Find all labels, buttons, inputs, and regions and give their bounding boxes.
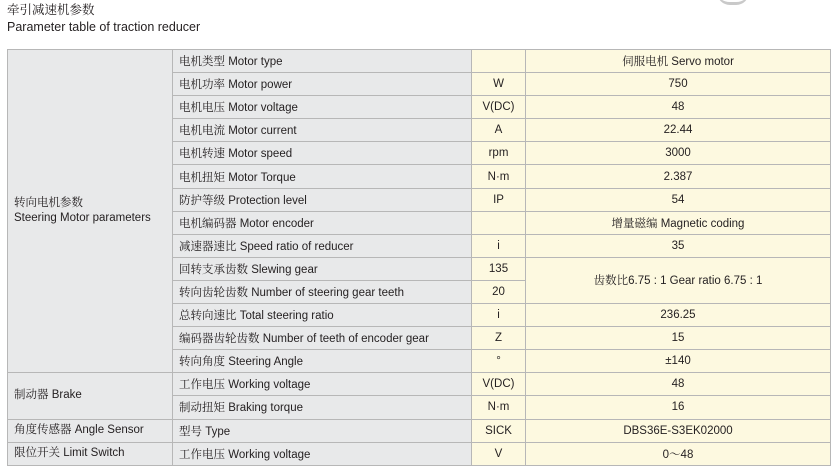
param-value: ±140 bbox=[526, 350, 831, 373]
param-unit: 20 bbox=[472, 280, 526, 303]
param-name: 防护等级 Protection level bbox=[173, 188, 472, 211]
group-label-line: 角度传感器 Angle Sensor bbox=[14, 424, 144, 437]
param-value: 0～48 bbox=[526, 442, 831, 465]
param-unit: V bbox=[472, 442, 526, 465]
param-value: 伺服电机 Servo motor bbox=[526, 50, 831, 73]
param-unit bbox=[472, 50, 526, 73]
param-unit: ° bbox=[472, 350, 526, 373]
group-label-line: 转向电机参数 bbox=[14, 197, 83, 210]
param-unit bbox=[472, 211, 526, 234]
param-name: 编码器齿轮齿数 Number of teeth of encoder gear bbox=[173, 327, 472, 350]
param-unit: rpm bbox=[472, 142, 526, 165]
param-value: 750 bbox=[526, 73, 831, 96]
param-unit: N·m bbox=[472, 165, 526, 188]
parameter-table bbox=[7, 49, 831, 466]
param-name: 电机电压 Motor voltage bbox=[173, 96, 472, 119]
group-label-line: 限位开关 Limit Switch bbox=[14, 447, 125, 460]
param-name: 转向齿轮齿数 Number of steering gear teeth bbox=[173, 280, 472, 303]
param-unit: SICK bbox=[472, 419, 526, 442]
group-label-limit-switch bbox=[8, 442, 173, 465]
param-unit: Z bbox=[472, 327, 526, 350]
param-value: 3000 bbox=[526, 142, 831, 165]
param-unit: N·m bbox=[472, 396, 526, 419]
param-name: 制动扭矩 Braking torque bbox=[173, 396, 472, 419]
param-name: 转向角度 Steering Angle bbox=[173, 350, 472, 373]
param-value: 22.44 bbox=[526, 119, 831, 142]
param-value: DBS36E-S3EK02000 bbox=[526, 419, 831, 442]
title-block bbox=[7, 2, 200, 36]
param-value: 48 bbox=[526, 373, 831, 396]
param-unit: V(DC) bbox=[472, 373, 526, 396]
title-english: Parameter table of traction reducer bbox=[7, 20, 201, 34]
param-value: 15 bbox=[526, 327, 831, 350]
param-name: 工作电压 Working voltage bbox=[173, 373, 472, 396]
param-unit: V(DC) bbox=[472, 96, 526, 119]
param-value: 48 bbox=[526, 96, 831, 119]
table-row bbox=[8, 50, 831, 73]
group-label-brake bbox=[8, 373, 173, 419]
param-name: 电机编码器 Motor encoder bbox=[173, 211, 472, 234]
param-value-gear-ratio: 齿数比6.75 : 1 Gear ratio 6.75 : 1 bbox=[526, 257, 831, 303]
param-unit: i bbox=[472, 234, 526, 257]
param-value: 236.25 bbox=[526, 304, 831, 327]
group-label-angle-sensor bbox=[8, 419, 173, 442]
param-value: 35 bbox=[526, 234, 831, 257]
param-name: 型号 Type bbox=[173, 419, 472, 442]
param-value: 54 bbox=[526, 188, 831, 211]
param-name: 减速器速比 Speed ratio of reducer bbox=[173, 234, 472, 257]
param-name: 总转向速比 Total steering ratio bbox=[173, 304, 472, 327]
group-label-line: 制动器 Brake bbox=[14, 389, 82, 402]
param-unit: i bbox=[472, 304, 526, 327]
param-name: 回转支承齿数 Slewing gear bbox=[173, 257, 472, 280]
param-value: 16 bbox=[526, 396, 831, 419]
param-unit: IP bbox=[472, 188, 526, 211]
corner-mark bbox=[717, 0, 749, 5]
table-row bbox=[8, 442, 831, 465]
group-label-line: Steering Motor parameters bbox=[14, 212, 151, 225]
group-label-steering-motor bbox=[8, 50, 173, 373]
param-unit: 135 bbox=[472, 257, 526, 280]
param-name: 电机功率 Motor power bbox=[173, 73, 472, 96]
param-value: 增量磁编 Magnetic coding bbox=[526, 211, 831, 234]
param-name: 工作电压 Working voltage bbox=[173, 442, 472, 465]
param-unit: A bbox=[472, 119, 526, 142]
param-name: 电机扭矩 Motor Torque bbox=[173, 165, 472, 188]
param-name: 电机转速 Motor speed bbox=[173, 142, 472, 165]
param-value: 2.387 bbox=[526, 165, 831, 188]
table-row bbox=[8, 373, 831, 396]
title-chinese: 牵引减速机参数 bbox=[7, 3, 95, 17]
param-unit: W bbox=[472, 73, 526, 96]
param-name: 电机类型 Motor type bbox=[173, 50, 472, 73]
table-row bbox=[8, 419, 831, 442]
param-name: 电机电流 Motor current bbox=[173, 119, 472, 142]
